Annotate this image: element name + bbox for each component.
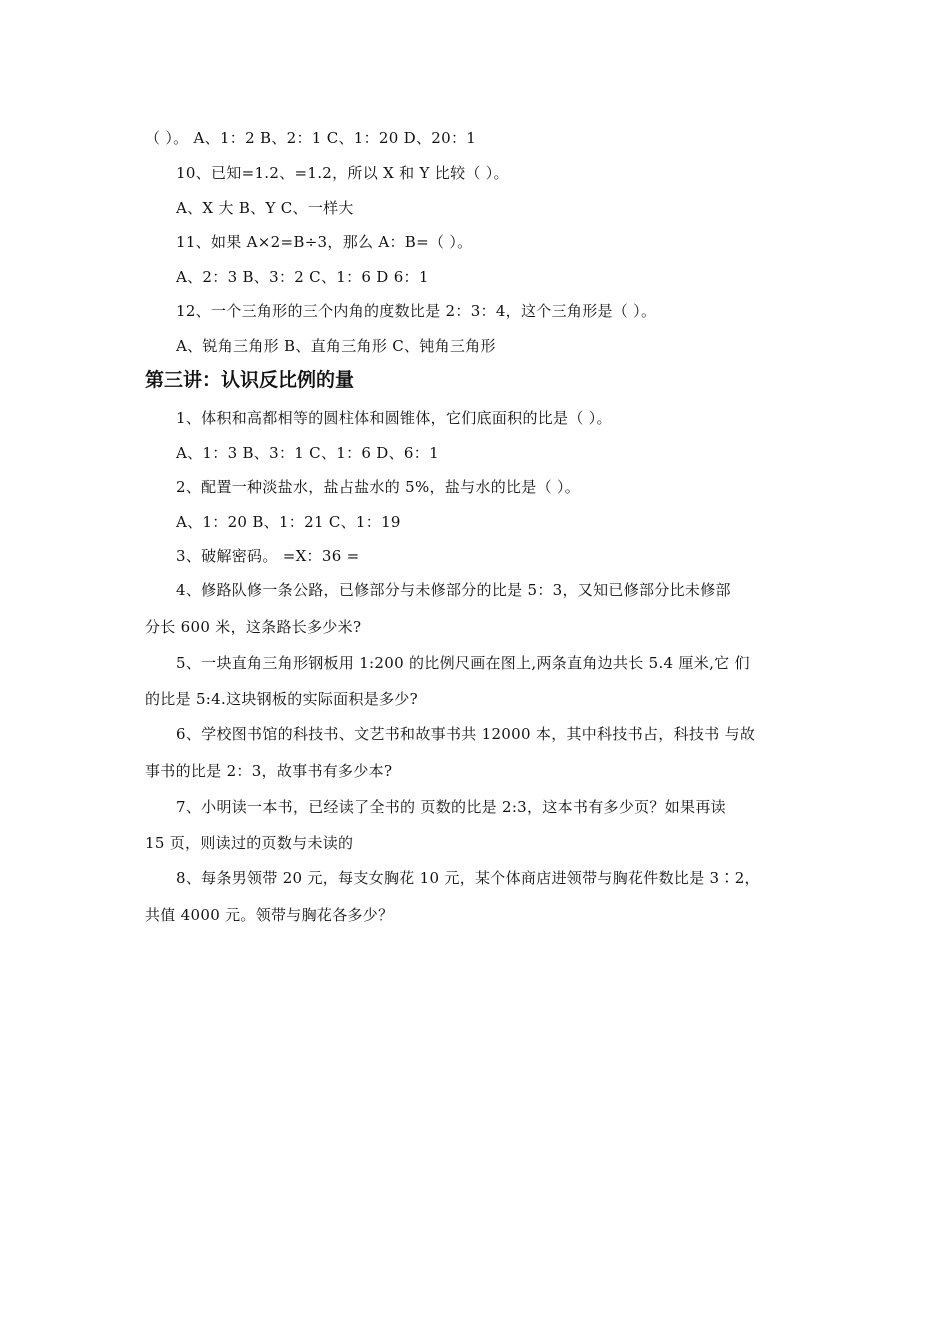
question-11: 11、如果 A×2=B÷3，那么 A：B=（ ）。 [176,233,473,251]
s3-question-5-line-1: 5、一块直角三角形钢板用 1:200 的比例尺画在图上,两条直角边共长 5.4 厘米,它 们 [176,654,750,672]
s3-question-2: 2、配置一种淡盐水，盐占盐水的 5%，盐与水的比是（ ）。 [176,478,581,496]
s3-question-6-line-2: 事书的比是 2：3，故事书有多少本? [145,762,393,780]
question-12-options: A、锐角三角形 B、直角三角形 C、钝角三角形 [176,337,496,355]
s3-question-8-line-1: 8、每条男领带 20 元，每支女胸花 10 元，某个体商店进领带与胸花件数比是 3∶2， [176,869,760,887]
s3-question-2-options: A、1：20 B、1：21 C、1：19 [176,513,401,531]
question-10: 10、已知=1.2、=1.2，所以 X 和 Y 比较（ ）。 [176,164,509,182]
question-9-options: （ ）。 A、1：2 B、2：1 C、1：20 D、20：1 [145,129,477,147]
s3-question-1: 1、体积和高都相等的圆柱体和圆锥体，它们底面积的比是（ ）。 [176,409,612,427]
s3-question-7-line-2: 15 页，则读过的页数与未读的 [145,834,354,852]
s3-question-6-line-1: 6、学校图书馆的科技书、文艺书和故事书共 12000 本，其中科技书占，科技书 与故 [176,725,756,743]
question-11-options: A、2：3 B、3：2 C、1：6 D 6：1 [176,268,429,286]
s3-question-8-line-2: 共值 4000 元。领带与胸花各多少？ [145,906,394,924]
s3-question-7-line-1: 7、小明读一本书，已经读了全书的 页数的比是 2:3，这本书有多少页？如果再读 [176,798,726,816]
question-10-options: A、X 大 B、Y C、一样大 [176,199,354,217]
s3-question-3: 3、破解密码。 =X：36 = [176,547,360,565]
s3-question-4-line-1: 4、修路队修一条公路，已修部分与未修部分的比是 5：3，又知已修部分比未修部 [176,581,731,599]
s3-question-5-line-2: 的比是 5:4.这块钢板的实际面积是多少? [145,690,419,708]
s3-question-1-options: A、1：3 B、3：1 C、1：6 D、6：1 [176,444,439,462]
question-12: 12、一个三角形的三个内角的度数比是 2：3：4，这个三角形是（ ）。 [176,302,657,320]
s3-question-4-line-2: 分长 600 米，这条路长多少米? [145,618,362,636]
section-heading: 第三讲：认识反比例的量 [145,369,355,391]
